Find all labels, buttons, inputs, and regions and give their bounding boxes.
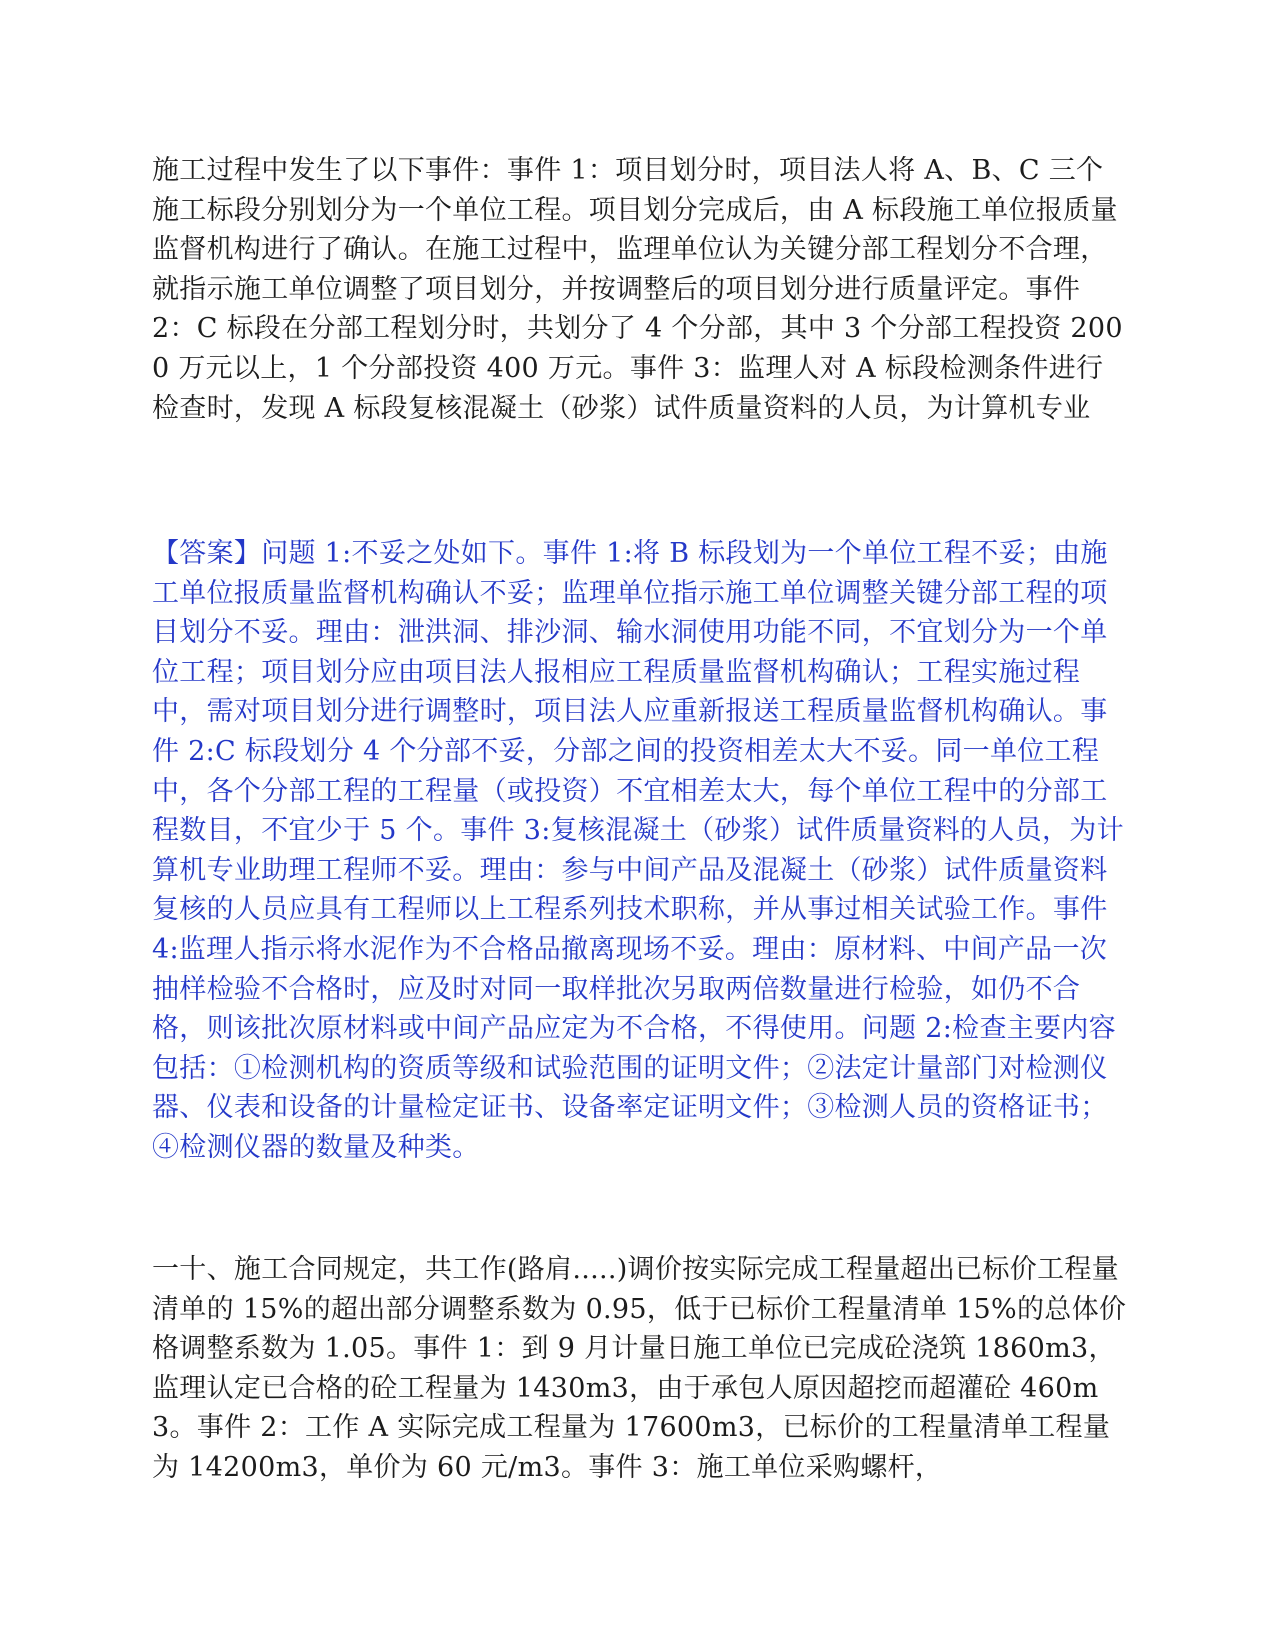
answer-paragraph: 【答案】问题 1:不妥之处如下。事件 1:将 B 标段划为一个单位工程不妥；由施工单位报质量监督机构确认不妥；监理单位指示施工单位调整关键分部工程的项目划分不妥。理由：泄洪洞、排沙洞、输水洞使用功能不同，不宜划分为一个单位工程；项目划分应由项目法人报相应工程质量监督机构确认；工程实施过程中，需对项目划分进行调整时，项目法人应重新报送工程质量监督机构确认。事件 2:C 标段划分 4 个分部不妥，分部之间的投资相差太大不妥。同一单位工程中，各个分部工程的工程量（或投资）不宜相差太大，每个单位工程中的分部工程数目，不宜少于 5 个。事件 3:复核混凝土（砂浆）试件质量资料的人员，为计算机专业助理工程师不妥。理由：参与中间产品及混凝土（砂浆）试件质量资料复核的人员应具有工程师以上工程系列技术职称，并从事过相关试验工作。事件 4:监理人指示将水泥作为不合格品撤离现场不妥。理由：原材料、中间产品一次抽样检验不合格时，应及时对同一取样批次另取两倍数量进行检验，如仍不合格，则该批次原材料或中间产品应定为不合格，不得使用。问题 2:检查主要内容包括：①检测机构的资质等级和试验范围的证明文件；②法定计量部门对检测仪器、仪表和设备的计量检定证书、设备率定证明文件；③检测人员的资格证书；④检测仪器的数量及种类。 [152, 538, 1124, 1163]
question-10-paragraph: 一十、施工合同规定，共工作(路肩.....)调价按实际完成工程量超出已标价工程量清单的 15%的超出部分调整系数为 0.95，低于已标价工程量清单 15%的总体价格调整系数为 1.05。事件 1：到 9 月计量日施工单位已完成砼浇筑 1860m3，监理认定已合格的砼工程量为 1430m3，由于承包人原因超挖而超灌砼 460m3。事件 2：工作 A 实际完成工程量为 17600m3，已标价的工程量清单工程量为 14200m3，单价为 60 元/m3。事件 3：施工单位采购螺杆， [152, 1254, 1127, 1483]
question-paragraph: 施工过程中发生了以下事件：事件 1：项目划分时，项目法人将 A、B、C 三个施工标段分别划分为一个单位工程。项目划分完成后，由 A 标段施工单位报质量监督机构进行了确认。在施工过程中，监理单位认为关键分部工程划分不合理，就指示施工单位调整了项目划分，并按调整后的项目划分进行质量评定。事件 2：C 标段在分部工程划分时，共划分了 4 个分部，其中 3 个分部工程投资 2000 万元以上，1 个分部投资 400 万元。事件 3：监理人对 A 标段检测条件进行检查时，发现 A 标段复核混凝土（砂浆）试件质量资料的人员，为计算机专业 [152, 155, 1123, 424]
